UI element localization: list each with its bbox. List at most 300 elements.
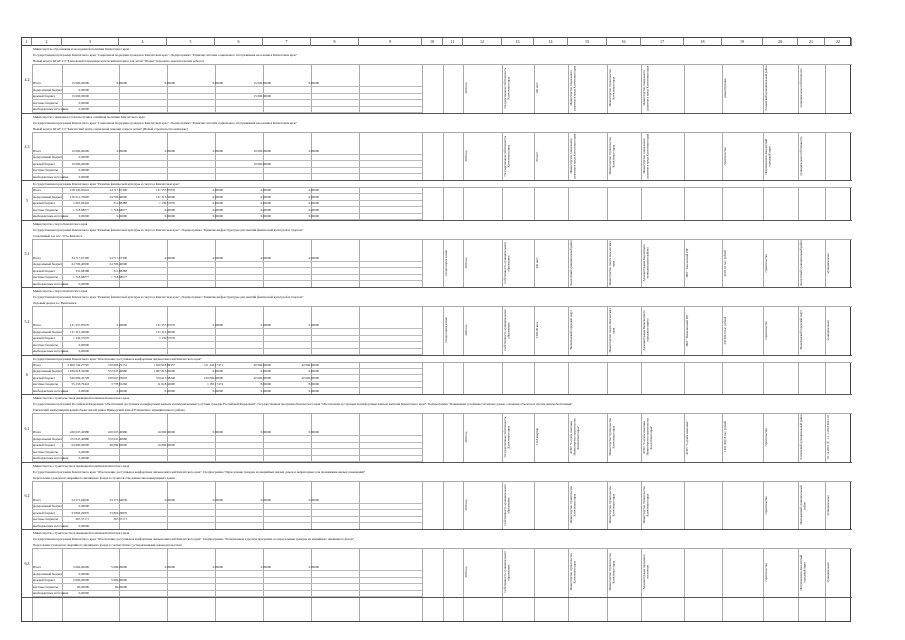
attribute-cell: КГКУ "Служба заказчика" (685, 420, 689, 455)
column-header: 5 (167, 38, 215, 46)
finance-source-label: федеральный бюджет (33, 504, 63, 508)
attribute-cell: Вилючинский городской округ (799, 310, 803, 350)
amount-cell: 0,00000 (260, 207, 271, 212)
amount-cell: 34 717,67300 (71, 255, 89, 260)
finance-source-label: федеральный бюджет (33, 194, 63, 199)
block-heading: Государственная программа Камчатского края "Обеспечение доступным и комфортным жильем жителей Камчатского края". Подпрограмма "Переселение граждан из аварийных жилых домов и непригодных для проживания жилых помещений" (32, 469, 852, 476)
amount-cell: 1 087 813,00000 (153, 369, 175, 373)
attribute-cell: Собственность муниципального образования (503, 551, 511, 593)
attribute-cell: муниципальная (826, 562, 830, 583)
amount-cell: 10 000,00000 (71, 161, 89, 166)
finance-source-label: краевой бюджет (33, 510, 55, 515)
amount-cell: 120 000,00000 (203, 375, 223, 380)
amount-cell: 0,00000 (78, 523, 89, 528)
amount-cell: 367,37171 (75, 517, 89, 521)
column-header: 10 (422, 38, 443, 46)
attribute-cell: строительство (764, 321, 768, 340)
amount-cell: 42 000,00000 (301, 362, 319, 367)
finance-source-label: местные бюджеты (33, 449, 58, 454)
amount-cell: 24 717,67300 (109, 188, 127, 192)
amount-cell: 0,00000 (308, 214, 319, 218)
attribute-cell: 3 000,00 кв.м (535, 321, 539, 339)
amount-cell: 372 047,40980 (69, 436, 89, 441)
finance-source-label: федеральный бюджет (33, 87, 63, 92)
block-heading: Государственная программа Камчатского края "Социальная поддержка граждан в Камчатском крае". Подпрограмма "Развитие системы социального обслуживания населения в Камчатском крае" (32, 120, 852, 127)
amount-cell: 40 000,00000 (253, 375, 271, 380)
block-heading: Государственная программа Камчатского края "Обеспечение доступным и комфортным жильем жителей Камчатского края" (32, 356, 852, 363)
amount-cell: 1 139,57070 (73, 336, 89, 340)
object-block (22, 356, 852, 396)
attribute-cell: Министерство строительства Камчатского края (608, 553, 616, 591)
column-header: 3 (62, 38, 119, 46)
attribute-cell: Министерство социального развития и труда Камчатского края (569, 65, 577, 111)
attribute-cell: строительство (764, 253, 768, 272)
amount-cell: 0,00000 (78, 174, 89, 179)
amount-cell: 0,00000 (308, 382, 319, 386)
amount-cell: 53 804,26870 (109, 510, 127, 515)
amount-cell: 0,00000 (260, 382, 271, 386)
amount-cell: 48 000,00000 (109, 443, 127, 447)
amount-cell: 0,00000 (78, 281, 89, 286)
amount-cell: 131 315,30000 (155, 329, 175, 334)
attribute-cell: 2018 год (464, 82, 468, 94)
attribute-cell: 20 813,8 тыс. рублей (723, 249, 727, 276)
amount-cell: 729 093,25151 (107, 362, 127, 367)
object-block (22, 114, 852, 182)
finance-source-label: федеральный бюджет (33, 369, 63, 373)
amount-cell: 0,00000 (116, 388, 127, 393)
object-block (22, 288, 852, 356)
attribute-cell: муниципальная собственность (799, 136, 803, 176)
amount-cell: 0,00000 (308, 207, 319, 212)
amount-cell: 0,00000 (164, 81, 175, 85)
amount-cell: 0,00000 (308, 430, 319, 434)
amount-cell: 311,98388 (113, 268, 127, 273)
amount-cell: 40 000,00000 (253, 362, 271, 367)
attribute-cell: муниципальная (826, 320, 830, 341)
attribute-cell: КГКУ "Служба заказчика Министерства строительства Камчатского края" (642, 418, 653, 456)
amount-cell: 2 609 742,27707 (67, 362, 89, 367)
amount-cell: 24 717,67300 (109, 255, 127, 260)
attribute-cell: Государственная собственность Камчатского края (503, 416, 511, 458)
amount-cell: 1 936 018,32090 (67, 369, 89, 373)
column-header: 19 (722, 38, 763, 46)
attribute-cell: МБУ "Камчатский РЦ" (685, 248, 689, 278)
column-header: 12 (463, 38, 502, 46)
object-block (22, 46, 852, 114)
attribute-cell: строительство (764, 495, 768, 514)
amount-cell: 331,98388 (75, 268, 89, 273)
attribute-cell: 150 мест (535, 82, 539, 94)
block-heading: Переселение граждан из аварийного жилищного фонда в соответствии с установленными законодательством (32, 542, 852, 549)
amount-cell: 5 060,00000 (73, 565, 89, 569)
finance-source-label: Итого (33, 497, 42, 502)
attribute-cell: 250 000,0 тыс. рублей (723, 316, 727, 345)
finance-source-label: внебюджетные источники (33, 456, 69, 460)
attribute-cell: Министерство спорта Камчатского края (608, 307, 616, 353)
amount-cell: 0,00000 (212, 497, 223, 502)
object-block (22, 181, 852, 221)
column-header: 13 (502, 38, 534, 46)
attribute-cell: Министерство строительства Камчатского края (608, 418, 616, 456)
finance-source-label: местные бюджеты (33, 584, 58, 589)
block-heading: Государственная программа Камчатского края "Социальная поддержка граждан в Камчатском крае". Подпрограмма "Развитие системы социального обслуживания населения в Камчатском крае" (32, 52, 852, 59)
object-block (22, 395, 852, 463)
amount-cell: 0,00000 (260, 430, 271, 434)
amount-cell: 0,00000 (116, 148, 127, 153)
block-heading: Министерство социального благополучия и семейной политики Камчатского края (32, 114, 852, 121)
amount-cell: 0,00000 (78, 591, 89, 595)
attribute-cell: Камчатский муниципальный район (799, 240, 803, 286)
amount-cell: 24 706,40000 (71, 262, 89, 266)
attribute-cell: Администрация Вилючинского городского округа (642, 310, 650, 351)
amount-cell: 131 315,30000 (69, 329, 89, 334)
attribute-cell: Министерство социального развития и труда Камчатского края (569, 133, 577, 179)
amount-cell: 1 065,96442 (73, 201, 89, 205)
attribute-cell: 80 мест (535, 150, 539, 161)
row-code: 5 (26, 197, 28, 203)
amount-cell: 131 557,87070 (155, 188, 175, 192)
amount-cell: 0,00000 (78, 342, 89, 347)
column-header: 2 (32, 38, 62, 46)
column-header: 18 (684, 38, 722, 46)
attribute-cell: Вилючинский городской округ (569, 310, 573, 350)
finance-source-label: местные бюджеты (33, 275, 58, 279)
amount-cell: 540 069,45728 (69, 375, 89, 380)
attribute-cell: Министерство строительства Камчатского края (569, 553, 577, 591)
attribute-cell: МБУ "Вилючинский РЦ" (685, 314, 689, 347)
attribute-cell: строительство (723, 146, 727, 165)
block-heading: Елизовский межмуниципальный объект жилой район Приморский жилой Елизовского муниципального района (32, 407, 852, 414)
attribute-cell: 1 451 360,18 тыс. рублей (723, 421, 727, 453)
attribute-cell: Собственность муниципального образования (503, 242, 511, 284)
attribute-cell: 2018 год (464, 566, 468, 578)
attribute-cell: Министерство строительства Камчатского края (608, 486, 616, 524)
attribute-cell: Министерство строительства Камчатского края (569, 486, 577, 524)
column-header: 11 (443, 38, 463, 46)
finance-source-label: краевой бюджет (33, 336, 55, 340)
amount-cell: 0,00000 (308, 388, 319, 393)
amount-cell: 1 718,68077 (111, 207, 127, 212)
attribute-cell: Министерство строительства Камчатского края (642, 486, 650, 524)
amount-cell: 158 245,95610 (69, 188, 89, 192)
amount-cell: 0,00000 (78, 87, 89, 92)
amount-cell: 0,00000 (212, 194, 223, 199)
amount-cell: 0,00000 (212, 255, 223, 260)
finance-source-label: краевой бюджет (33, 201, 55, 205)
block-heading: Переселение граждан из аварийного жилищного фонда в строительстве жилых многоквартирных домов (32, 475, 852, 482)
attribute-cell: Министерство социального развития и труда Камчатского края (642, 65, 650, 111)
amount-cell: 15 000,00000 (71, 94, 89, 98)
attribute-cell: Собственность муниципального образования (503, 309, 511, 351)
attribute-cell: муниципальная (826, 252, 830, 273)
finance-source-label: краевой бюджет (33, 94, 55, 98)
amount-cell: 0,00000 (164, 565, 175, 569)
amount-cell: 0,00000 (212, 207, 223, 212)
row-code: 5.2 (24, 318, 30, 324)
finance-source-label: федеральный бюджет (33, 329, 63, 334)
object-block (22, 221, 852, 289)
amount-cell: 1 718,68077 (111, 275, 127, 279)
finance-source-label: внебюджетные источники (33, 174, 69, 179)
column-header: 20 (763, 38, 798, 46)
finance-source-label: федеральный бюджет (33, 262, 63, 266)
attribute-cell: реконструкция (723, 78, 727, 98)
amount-cell: 0,00000 (308, 565, 319, 569)
amount-cell: 0,00000 (212, 565, 223, 569)
column-header: 16 (607, 38, 641, 46)
column-header: 14 (534, 38, 568, 46)
amount-cell: 0,00000 (260, 194, 271, 199)
finance-source-label: краевой бюджет (33, 268, 55, 273)
attribute-cell: Спорт-норма жизни (444, 250, 448, 276)
amount-cell: 156 011,70000 (69, 194, 89, 199)
amount-cell: 572 047,40980 (107, 369, 127, 373)
finance-source-label: краевой бюджет (33, 161, 55, 166)
block-heading: Государственная программа Камчатского края "Развитие физической культуры и спорта в Камчатском крае" (32, 181, 852, 188)
row-code: 6.1 (24, 425, 30, 431)
amount-cell: 0,00000 (308, 81, 319, 85)
amount-cell: 0,00000 (260, 201, 271, 205)
amount-cell: 10 000,00000 (253, 148, 271, 153)
amount-cell: 372 047,40980 (107, 436, 127, 441)
amount-cell: 1 620 918,09357 (153, 362, 175, 367)
attribute-cell: 450 мест (535, 257, 539, 269)
amount-cell: 0,00000 (78, 449, 89, 454)
amount-cell: 436 047,40980 (69, 430, 89, 434)
amount-cell: 24 706,40000 (109, 194, 127, 199)
finance-source-label: Итого (33, 255, 42, 260)
finance-source-label: местные бюджеты (33, 382, 58, 386)
attribute-cell: 2018 год (464, 431, 468, 443)
finance-source-label: краевой бюджет (33, 375, 55, 380)
attribute-cell: Елизовский муниципальный район (799, 414, 803, 460)
finance-source-label: Итого (33, 188, 42, 192)
amount-cell: 0,00000 (260, 565, 271, 569)
block-heading: Ледовый дворец в г. Вилючинск (32, 300, 852, 307)
amount-cell: 0,00000 (116, 323, 127, 327)
amount-cell: 0,00000 (164, 497, 175, 502)
block-heading: Министерство строительства и жилищной политики Камчатского края (32, 395, 852, 402)
amount-cell: 0,00000 (260, 497, 271, 502)
amount-cell: 53 804,26870 (71, 510, 89, 515)
amount-cell: 0,00000 (260, 214, 271, 218)
amount-cell: 0,00000 (308, 255, 319, 260)
attribute-cell: 2 118 квартир (535, 428, 539, 446)
attribute-cell: Администрация городского поселения (642, 554, 650, 590)
finance-source-label: Итого (33, 148, 42, 153)
attribute-cell: Государственная собственность Камчатского края (503, 67, 511, 109)
finance-source-label: Итого (33, 81, 42, 85)
amount-cell: 0,00000 (78, 107, 89, 111)
attribute-cell: 01.12.2018 № 1-1-1-2018 0023-18 (826, 415, 830, 459)
block-heading: Государственная программа Камчатского края "Развитие физической культуры и спорта в Камчатском крае". Подпрограмма "Развитие инфраструктуры для занятий физической культурой и спортом" (32, 227, 852, 234)
amount-cell: 10 000,00000 (71, 148, 89, 153)
attribute-cell: муниципальная (826, 494, 830, 515)
amount-cell: 370 613,38246 (155, 375, 175, 380)
amount-cell: 16 000,00000 (157, 443, 175, 447)
finance-source-label: федеральный бюджет (33, 155, 63, 159)
attribute-cell: Камчатский муниципальный район (569, 240, 573, 286)
column-header: 4 (119, 38, 167, 46)
column-header: 22 (825, 38, 852, 46)
amount-cell: 24 706,40000 (109, 262, 127, 266)
amount-cell: 0,00000 (308, 323, 319, 327)
amount-cell: 3 778,81266 (111, 382, 127, 386)
block-heading: Государственная программа Российской Федерации "Обеспечение доступным и комфортным жильем и коммунальными услугами граждан Российской Федерации". Государственная программа Камчатского края "Обеспечение доступным и комфортным жильем жителей Камчатского края". Подпрограмма "Повышение устойчивости жилых домов, основных объектов и систем жизнеобеспечения" (32, 401, 852, 408)
finance-source-label: внебюджетные источники (33, 388, 69, 393)
column-header: 15 (568, 38, 607, 46)
amount-cell: 0,00000 (78, 349, 89, 353)
attribute-cell: Министерство социального развития и труда Камчатского края (642, 133, 650, 179)
attribute-cell: Собственность муниципального образования (503, 484, 511, 526)
amount-cell: 0,00000 (164, 388, 175, 393)
column-header: 9 (359, 38, 422, 46)
amount-cell: 54 171,64030 (109, 497, 127, 502)
attribute-cell: 2020 год (464, 324, 468, 336)
amount-cell: 0,00000 (308, 497, 319, 502)
amount-cell: 10 000,00000 (253, 161, 271, 166)
amount-cell: 0,00000 (78, 388, 89, 393)
amount-cell: 0,00000 (78, 456, 89, 460)
amount-cell: 211 243,17471 (203, 362, 223, 367)
block-heading: Министерство спорта Камчатского края (32, 288, 852, 295)
attribute-cell: 2018 год (464, 499, 468, 511)
amount-cell: 0,00000 (212, 214, 223, 218)
object-block (22, 530, 852, 598)
finance-source-label: внебюджетные источники (33, 523, 69, 528)
attribute-cell: Государственная собственность Камчатского края (503, 135, 511, 177)
row-code: 6 (26, 372, 28, 378)
amount-cell: 1 139,57070 (159, 336, 175, 340)
finance-source-label: федеральный бюджет (33, 571, 63, 576)
amount-cell: 0,00000 (78, 168, 89, 172)
amount-cell: 0,00000 (212, 201, 223, 205)
amount-cell: 0,00000 (164, 255, 175, 260)
attribute-cell: Администрация Камчатского муниципального района (642, 244, 650, 282)
amount-cell: 0,00000 (212, 388, 223, 393)
attribute-cell: Министерство строительства Камчатского края (608, 137, 616, 175)
attribute-cell: строительство (764, 563, 768, 582)
column-header: 17 (641, 38, 684, 46)
finance-source-label: местные бюджеты (33, 342, 58, 347)
attribute-cell: Министерство строительства Камчатского края (608, 69, 616, 107)
block-separator (22, 597, 852, 598)
attribute-cell: Спорт-норма жизни (444, 317, 448, 343)
amount-cell: 420 047,40980 (107, 430, 127, 434)
amount-cell: 0,00000 (260, 188, 271, 192)
amount-cell: 15 000,00000 (253, 94, 271, 98)
amount-cell: 367,37171 (113, 517, 127, 521)
finance-source-label: местные бюджеты (33, 168, 58, 172)
attribute-cell: строительство (764, 428, 768, 447)
block-heading: Новый корпус КГАУ СЗ "Камчатский центр социальной помощи семье и детям" (Новый строительство комплекс) (32, 126, 852, 133)
row-code: 5.1 (24, 251, 30, 257)
block-heading: Министерство строительства и жилищной политики Камчатского края (32, 463, 852, 470)
amount-cell: 11 618,42000 (157, 382, 175, 386)
amount-cell: 5 060,00000 (111, 565, 127, 569)
amount-cell: 0,00000 (260, 255, 271, 260)
amount-cell: 5 000,00000 (73, 578, 89, 582)
finance-source-label: внебюджетные источники (33, 214, 69, 218)
amount-cell: 131 557,87070 (69, 323, 89, 327)
finance-source-label: внебюджетные источники (33, 349, 69, 353)
amount-cell: 0,00000 (212, 430, 223, 434)
block-heading: Спортивный зал пос. Усть-Камчатск (32, 233, 852, 240)
amount-cell: 0,00000 (212, 369, 223, 373)
column-header: 8 (311, 38, 359, 46)
finance-source-label: местные бюджеты (33, 517, 58, 521)
finance-source-label: внебюджетные источники (33, 107, 69, 111)
amount-cell: 0,00000 (116, 81, 127, 85)
block-heading: Министерство строительства и жилищной политики Камчатского края (32, 530, 852, 537)
amount-cell: 0,00000 (308, 369, 319, 373)
object-block (22, 463, 852, 531)
column-header: 1 (22, 38, 32, 46)
attribute-cell: Петропавловск-Камчатский городской округ (764, 137, 772, 174)
amount-cell: 0,00000 (308, 194, 319, 199)
amount-cell: 0,00000 (308, 148, 319, 153)
amount-cell: 0,00000 (308, 188, 319, 192)
block-heading: Министерство образования и молодежной политики Камчатского края (32, 46, 852, 53)
finance-source-label: Итого (33, 323, 42, 327)
row-code: 6.2 (24, 493, 30, 499)
amount-cell: 1 718,68077 (73, 275, 89, 279)
amount-cell: 0,00000 (308, 201, 319, 205)
finance-source-label: внебюджетные источники (33, 591, 69, 595)
amount-cell: 0,00000 (212, 148, 223, 153)
amount-cell: 5 000,00000 (111, 578, 127, 582)
block-heading: Государственная программа Камчатского края "Развитие физической культуры и спорта в Камчатском крае". Подпрограмма "Развитие инфраструктуры для занятий физической культурой и спортом" (32, 294, 852, 301)
amount-cell: 0,00000 (212, 188, 223, 192)
amount-cell: 55 233,79443 (71, 382, 89, 386)
amount-cell: 131 557,87070 (155, 323, 175, 327)
finance-source-label: краевой бюджет (33, 443, 55, 447)
amount-cell: 168 667,03918 (107, 375, 127, 380)
amount-cell: 1 139,57070 (159, 201, 175, 205)
amount-cell: 15 000,00000 (253, 81, 271, 85)
amount-cell: 0,00000 (78, 571, 89, 576)
amount-cell: 0,00000 (260, 323, 271, 327)
amount-cell: 0,00000 (116, 214, 127, 218)
amount-cell: 64 000,00000 (71, 443, 89, 447)
amount-cell: 0,00000 (260, 369, 271, 373)
attribute-cell: Петропавловск-Камчатский городской округ (799, 554, 807, 591)
amount-cell: 0,00000 (212, 81, 223, 85)
finance-source-label: краевой бюджет (33, 578, 55, 582)
row-code: 4.3 (24, 144, 30, 150)
row-code: 4.2 (24, 76, 30, 82)
amount-cell: 60,00000 (115, 584, 127, 589)
attribute-cell: Елизовский муниципальный район (764, 65, 768, 111)
amount-cell: 311,98388 (113, 201, 127, 205)
amount-cell: 0,00000 (164, 214, 175, 218)
amount-cell: 1 718,68077 (73, 207, 89, 212)
amount-cell: 0,00000 (260, 388, 271, 393)
attribute-cell: КГКУ "Служба заказчика Министерства строительства Камчатского края" (569, 418, 580, 456)
amount-cell: 15 000,00000 (71, 81, 89, 85)
row-code: 6.3 (24, 560, 30, 566)
amount-cell: 1 183 17474 (207, 382, 223, 386)
attribute-cell: 2018 год (464, 257, 468, 269)
amount-cell: 60,00000 (77, 584, 89, 589)
finance-source-label: федеральный бюджет (33, 436, 63, 441)
column-header: 6 (215, 38, 263, 46)
block-heading: Новый корпус КГАУ СЗ "Елизовский психоневрологический интернат для детей "Ягодка" (проектно-изыскательские работы) (32, 58, 852, 65)
column-header: 21 (798, 38, 825, 46)
amount-cell: 54 171,64030 (71, 497, 89, 502)
attribute-cell: Министерство спорта Камчатского края (608, 240, 616, 286)
